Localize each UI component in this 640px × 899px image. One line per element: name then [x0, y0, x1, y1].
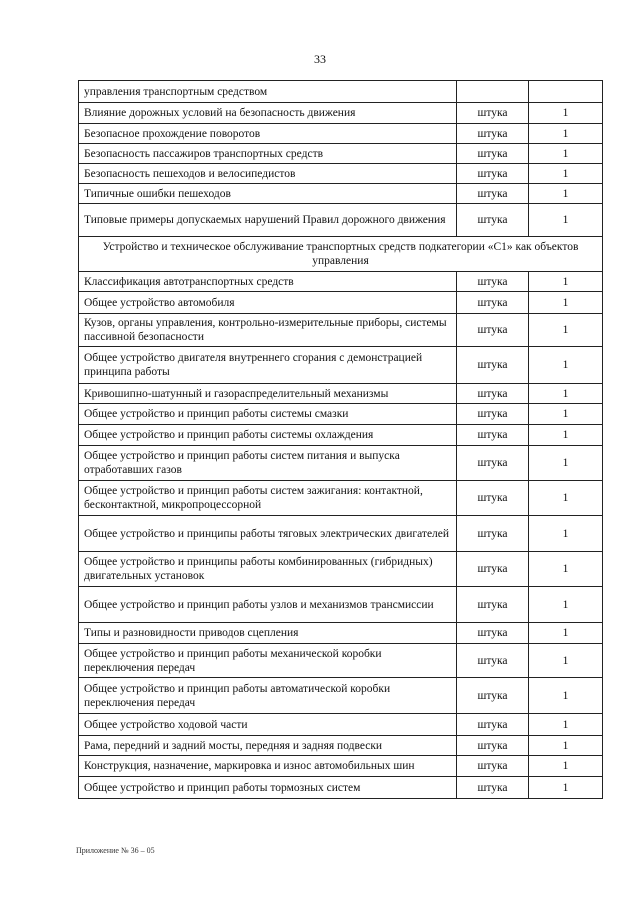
item-name-cell: Общее устройство автомобиля	[79, 292, 457, 314]
unit-cell: штука	[457, 272, 529, 292]
table-row	[79, 516, 603, 552]
quantity-cell: 1	[529, 272, 603, 292]
item-name-cell: Общее устройство и принципы работы тяговых электрических двигателей	[79, 516, 457, 552]
quantity-cell: 1	[529, 384, 603, 404]
unit-cell: штука	[457, 552, 529, 587]
unit-cell: штука	[457, 124, 529, 144]
page-footer: Приложение № 36 – 05	[76, 846, 155, 855]
page-number: 33	[314, 52, 326, 66]
table-row	[79, 347, 603, 384]
item-name-cell: Рама, передний и задний мосты, передняя и задняя подвески	[79, 736, 457, 756]
table-row	[79, 644, 603, 678]
item-name-cell: управления транспортным средством	[79, 81, 457, 103]
quantity-cell: 1	[529, 777, 603, 799]
item-name-cell: Общее устройство и принцип работы тормозных систем	[79, 777, 457, 799]
table-row	[79, 164, 603, 184]
quantity-cell: 1	[529, 678, 603, 714]
unit-cell	[457, 81, 529, 103]
item-name-cell: Общее устройство и принцип работы систем зажигания: контактной, бесконтактной, микропроцессорной	[79, 481, 457, 516]
quantity-cell: 1	[529, 736, 603, 756]
equipment-table	[78, 80, 603, 799]
unit-cell: штука	[457, 446, 529, 481]
quantity-cell: 1	[529, 552, 603, 587]
item-name-cell: Типичные ошибки пешеходов	[79, 184, 457, 204]
unit-cell: штука	[457, 164, 529, 184]
table-row	[79, 552, 603, 587]
item-name-cell: Общее устройство и принцип работы систем питания и выпуска отработавших газов	[79, 446, 457, 481]
item-name-cell: Классификация автотранспортных средств	[79, 272, 457, 292]
table-row	[79, 184, 603, 204]
table-row	[79, 272, 603, 292]
unit-cell: штука	[457, 144, 529, 164]
item-name-cell: Общее устройство и принцип работы автоматической коробки переключения передач	[79, 678, 457, 714]
table-row	[79, 587, 603, 623]
quantity-cell: 1	[529, 425, 603, 446]
section-header-row	[79, 237, 603, 272]
unit-cell: штука	[457, 425, 529, 446]
quantity-cell	[529, 81, 603, 103]
quantity-cell: 1	[529, 124, 603, 144]
item-name-cell: Влияние дорожных условий на безопасность движения	[79, 103, 457, 124]
quantity-cell: 1	[529, 144, 603, 164]
item-name-cell: Общее устройство ходовой части	[79, 714, 457, 736]
item-name-cell: Кривошипно-шатунный и газораспределительный механизмы	[79, 384, 457, 404]
table-row	[79, 777, 603, 799]
unit-cell: штука	[457, 292, 529, 314]
quantity-cell: 1	[529, 314, 603, 347]
quantity-cell: 1	[529, 292, 603, 314]
section-title: Устройство и техническое обслуживание транспортных средств подкатегории «С1» как объектов управления	[79, 237, 603, 272]
item-name-cell: Общее устройство и принцип работы механической коробки переключения передач	[79, 644, 457, 678]
quantity-cell: 1	[529, 446, 603, 481]
item-name-cell: Общее устройство двигателя внутреннего сгорания с демонстрацией принципа работы	[79, 347, 457, 384]
item-name-cell: Безопасность пассажиров транспортных средств	[79, 144, 457, 164]
quantity-cell: 1	[529, 587, 603, 623]
unit-cell: штука	[457, 184, 529, 204]
quantity-cell: 1	[529, 714, 603, 736]
quantity-cell: 1	[529, 644, 603, 678]
table-row	[79, 384, 603, 404]
quantity-cell: 1	[529, 347, 603, 384]
table-row	[79, 714, 603, 736]
table-row	[79, 678, 603, 714]
item-name-cell: Типовые примеры допускаемых нарушений Правил дорожного движения	[79, 204, 457, 237]
item-name-cell: Безопасное прохождение поворотов	[79, 124, 457, 144]
quantity-cell: 1	[529, 481, 603, 516]
item-name-cell: Типы и разновидности приводов сцепления	[79, 623, 457, 644]
item-name-cell: Общее устройство и принцип работы системы смазки	[79, 404, 457, 425]
table-row	[79, 736, 603, 756]
table-row	[79, 144, 603, 164]
unit-cell: штука	[457, 714, 529, 736]
table-row	[79, 404, 603, 425]
unit-cell: штука	[457, 644, 529, 678]
table-row	[79, 446, 603, 481]
item-name-cell: Безопасность пешеходов и велосипедистов	[79, 164, 457, 184]
unit-cell: штука	[457, 777, 529, 799]
unit-cell: штука	[457, 623, 529, 644]
item-name-cell: Конструкция, назначение, маркировка и износ автомобильных шин	[79, 756, 457, 777]
table-row	[79, 623, 603, 644]
item-name-cell: Кузов, органы управления, контрольно-измерительные приборы, системы пассивной безопасности	[79, 314, 457, 347]
quantity-cell: 1	[529, 756, 603, 777]
table-body	[79, 81, 603, 799]
unit-cell: штука	[457, 347, 529, 384]
quantity-cell: 1	[529, 623, 603, 644]
table-row	[79, 314, 603, 347]
table-row	[79, 204, 603, 237]
quantity-cell: 1	[529, 184, 603, 204]
quantity-cell: 1	[529, 516, 603, 552]
unit-cell: штука	[457, 587, 529, 623]
table-row	[79, 103, 603, 124]
quantity-cell: 1	[529, 103, 603, 124]
unit-cell: штука	[457, 314, 529, 347]
table-row	[79, 481, 603, 516]
unit-cell: штука	[457, 678, 529, 714]
table-row	[79, 81, 603, 103]
item-name-cell: Общее устройство и принцип работы узлов и механизмов трансмиссии	[79, 587, 457, 623]
unit-cell: штука	[457, 736, 529, 756]
unit-cell: штука	[457, 756, 529, 777]
table-row	[79, 292, 603, 314]
item-name-cell: Общее устройство и принцип работы системы охлаждения	[79, 425, 457, 446]
table-row	[79, 124, 603, 144]
unit-cell: штука	[457, 204, 529, 237]
unit-cell: штука	[457, 516, 529, 552]
quantity-cell: 1	[529, 204, 603, 237]
item-name-cell: Общее устройство и принципы работы комбинированных (гибридных) двигательных установок	[79, 552, 457, 587]
unit-cell: штука	[457, 384, 529, 404]
quantity-cell: 1	[529, 404, 603, 425]
unit-cell: штука	[457, 404, 529, 425]
table-row	[79, 756, 603, 777]
unit-cell: штука	[457, 481, 529, 516]
unit-cell: штука	[457, 103, 529, 124]
table-row	[79, 425, 603, 446]
quantity-cell: 1	[529, 164, 603, 184]
